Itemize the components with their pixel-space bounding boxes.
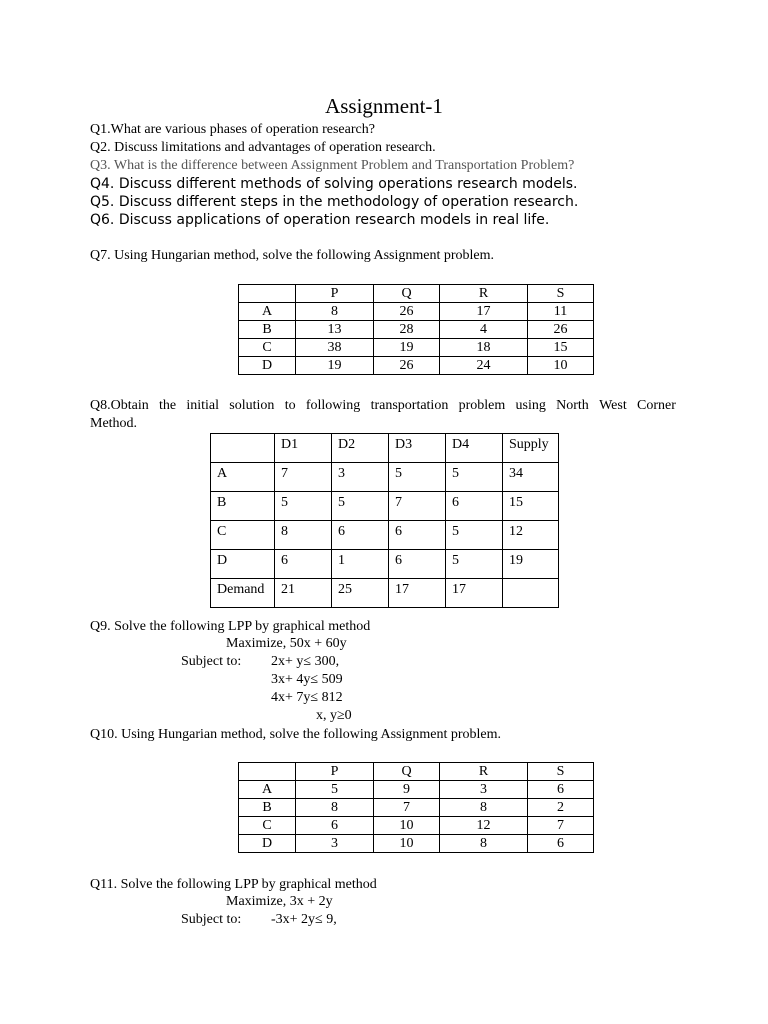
question-8-line-2: Method. (90, 416, 138, 431)
table-row (239, 799, 594, 817)
table-row (239, 817, 594, 835)
question-1: Q1.What are various phases of operation research? (90, 122, 375, 137)
table-cell: 1 (332, 550, 389, 579)
table-row (239, 781, 594, 799)
table-cell: 12 (440, 817, 528, 835)
table-cell: 6 (389, 550, 446, 579)
question-5: Q5. Discuss different steps in the methodology of operation research. (90, 194, 579, 210)
table-row (211, 463, 559, 492)
table-cell: R (440, 285, 528, 303)
table-cell: C (211, 521, 275, 550)
question-6: Q6. Discuss applications of operation research models in real life. (90, 212, 550, 228)
question-2: Q2. Discuss limitations and advantages of operation research. (90, 140, 436, 155)
table-cell: A (211, 463, 275, 492)
table-cell: 26 (528, 321, 594, 339)
table-cell: P (296, 763, 374, 781)
table-cell: 6 (296, 817, 374, 835)
q8-word: North (556, 398, 589, 413)
table-cell: 6 (446, 492, 503, 521)
question-8-line-1 (90, 397, 676, 415)
question-7: Q7. Using Hungarian method, solve the following Assignment problem. (90, 248, 495, 263)
table-cell: 7 (374, 799, 440, 817)
table-cell: D4 (446, 434, 503, 463)
lpp9-objective: Maximize, 50x + 60y (226, 636, 347, 651)
table-cell: 21 (275, 579, 332, 608)
table-cell: 24 (440, 357, 528, 375)
table-cell: 6 (275, 550, 332, 579)
table-cell: 18 (440, 339, 528, 357)
table-cell: 19 (374, 339, 440, 357)
table-row (211, 579, 559, 608)
table-cell: 8 (275, 521, 332, 550)
table-cell: 10 (374, 835, 440, 853)
table-cell: 17 (440, 303, 528, 321)
table-row (239, 835, 594, 853)
table-cell: 9 (374, 781, 440, 799)
table-row (239, 303, 594, 321)
table-header-row (239, 763, 594, 781)
lpp9-subject-to: Subject to: (181, 654, 242, 669)
lpp9-constraint-3: 4x+ 7y≤ 812 (271, 690, 343, 705)
q8-word: Corner (636, 398, 676, 413)
table-cell: 3 (440, 781, 528, 799)
table-cell: 2 (528, 799, 594, 817)
question-4: Q4. Discuss different methods of solving operations research models. (90, 176, 578, 192)
table-cell: 8 (296, 303, 374, 321)
q8-word: transportation (370, 398, 449, 413)
table-cell: 5 (275, 492, 332, 521)
q8-word: initial (186, 398, 220, 413)
table-cell: 8 (296, 799, 374, 817)
table-row (211, 492, 559, 521)
lpp11-constraint-1: -3x+ 2y≤ 9, (271, 912, 337, 927)
table-row (239, 339, 594, 357)
table-cell: 4 (440, 321, 528, 339)
q8-word: Q8.Obtain (90, 398, 149, 413)
table-cell: 8 (440, 799, 528, 817)
q8-word: West (599, 398, 627, 413)
q8-word: the (158, 398, 177, 413)
lpp9-constraint-2: 3x+ 4y≤ 509 (271, 672, 343, 687)
lpp9-constraint-1: 2x+ y≤ 300, (271, 654, 340, 669)
table-cell: 25 (332, 579, 389, 608)
table-cell: D1 (275, 434, 332, 463)
table-row (211, 550, 559, 579)
table-cell: 8 (440, 835, 528, 853)
table-cell: D (239, 357, 296, 375)
table-cell: B (211, 492, 275, 521)
table-row (211, 521, 559, 550)
table-cell: 19 (296, 357, 374, 375)
q8-word: to (284, 398, 296, 413)
table-cell: 17 (446, 579, 503, 608)
table-cell: 26 (374, 303, 440, 321)
table-cell: A (239, 303, 296, 321)
lpp11-objective: Maximize, 3x + 2y (226, 894, 333, 909)
lpp11-subject-to: Subject to: (181, 912, 242, 927)
table-cell: D (211, 550, 275, 579)
table-cell: P (296, 285, 374, 303)
table-cell: 5 (332, 492, 389, 521)
lpp9-nonnegativity: x, y≥0 (316, 708, 352, 723)
table-cell: 5 (446, 521, 503, 550)
table-cell: 5 (296, 781, 374, 799)
transportation-table-q8 (210, 433, 559, 608)
assignment-table-q7 (238, 284, 594, 375)
table-cell: 10 (374, 817, 440, 835)
table-header-row (239, 285, 594, 303)
table-cell: 5 (389, 463, 446, 492)
table-cell: Q (374, 763, 440, 781)
q8-word: following (305, 398, 361, 413)
table-cell: 19 (503, 550, 559, 579)
table-cell: 7 (275, 463, 332, 492)
table-cell (239, 285, 296, 303)
table-cell: R (440, 763, 528, 781)
table-cell: 26 (374, 357, 440, 375)
question-9: Q9. Solve the following LPP by graphical method (90, 619, 371, 634)
table-cell (503, 579, 559, 608)
table-cell: 17 (389, 579, 446, 608)
table-cell: D2 (332, 434, 389, 463)
table-cell: 6 (528, 835, 594, 853)
assignment-table-q10 (238, 762, 594, 853)
q8-word: solution (229, 398, 275, 413)
table-cell: Demand (211, 579, 275, 608)
table-cell: C (239, 339, 296, 357)
table-cell: 6 (332, 521, 389, 550)
table-header-row (211, 434, 559, 463)
table-row (239, 321, 594, 339)
table-cell: 10 (528, 357, 594, 375)
table-cell: 34 (503, 463, 559, 492)
table-cell: D (239, 835, 296, 853)
q8-word: problem (458, 398, 506, 413)
table-cell: 28 (374, 321, 440, 339)
table-cell: 13 (296, 321, 374, 339)
table-row (239, 357, 594, 375)
q8-word: using (515, 398, 546, 413)
table-cell: A (239, 781, 296, 799)
table-cell: Supply (503, 434, 559, 463)
table-cell: 15 (528, 339, 594, 357)
table-cell: Q (374, 285, 440, 303)
table-cell: 38 (296, 339, 374, 357)
table-cell: 11 (528, 303, 594, 321)
question-10: Q10. Using Hungarian method, solve the following Assignment problem. (90, 727, 502, 742)
question-3: Q3. What is the difference between Assignment Problem and Transportation Problem? (90, 158, 575, 173)
question-11: Q11. Solve the following LPP by graphical method (90, 877, 377, 892)
table-cell: C (239, 817, 296, 835)
table-cell (211, 434, 275, 463)
table-cell: 6 (389, 521, 446, 550)
table-cell: 7 (389, 492, 446, 521)
table-cell: 3 (332, 463, 389, 492)
table-cell: 12 (503, 521, 559, 550)
table-cell: B (239, 321, 296, 339)
table-cell: 5 (446, 463, 503, 492)
document-title: Assignment-1 (325, 94, 443, 118)
table-cell: B (239, 799, 296, 817)
table-cell: D3 (389, 434, 446, 463)
table-cell: S (528, 285, 594, 303)
table-cell: 7 (528, 817, 594, 835)
table-cell: 5 (446, 550, 503, 579)
table-cell: 6 (528, 781, 594, 799)
table-cell: 15 (503, 492, 559, 521)
table-cell: 3 (296, 835, 374, 853)
table-cell: S (528, 763, 594, 781)
table-cell (239, 763, 296, 781)
